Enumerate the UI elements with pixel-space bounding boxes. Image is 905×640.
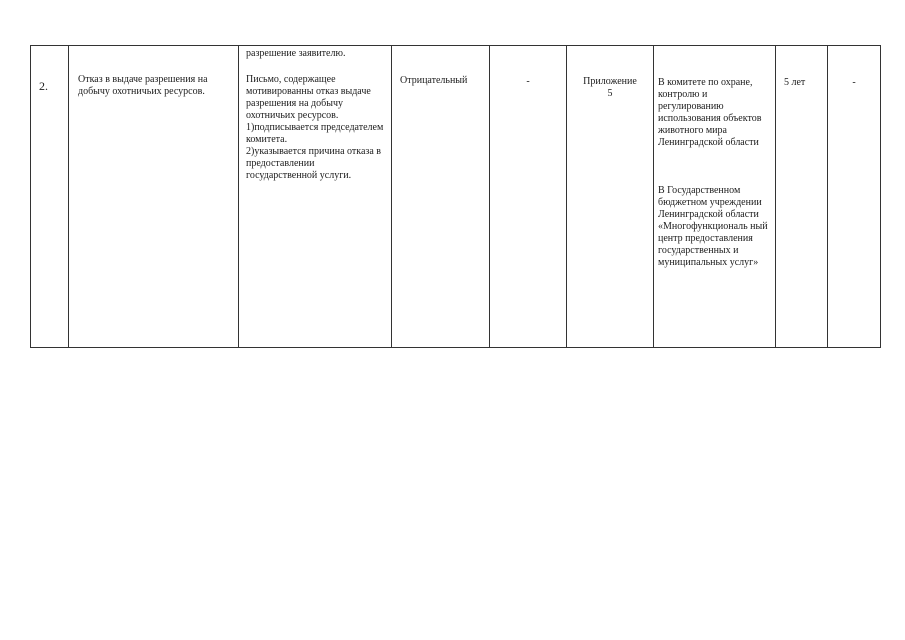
document-description-cell: Письмо, содержащее мотивированны отказ выдаче разрешения на добычу охотничьих ресурсов. 1)подписывается председателем комитета. 2)указывается причина отказа в предоставлении государственной услуги.	[246, 74, 384, 181]
column-divider	[566, 45, 567, 348]
table-right-border	[880, 45, 881, 348]
row-number: 2.	[39, 79, 48, 93]
column-divider	[489, 45, 490, 348]
storage-term-cell: 5 лет	[784, 77, 806, 88]
column-divider	[68, 45, 69, 348]
column-divider	[391, 45, 392, 348]
result-character-cell: Отрицательный	[400, 75, 468, 86]
table-top-border	[30, 45, 881, 46]
column-divider	[653, 45, 654, 348]
services-table	[30, 45, 881, 348]
table-bottom-border	[30, 347, 881, 348]
receipt-place-cell: В Государственном бюджетном учреждении Ленинградской области «Многофункциональ ный центр предоставления государственных и муниципальных услуг»	[658, 185, 768, 268]
column-divider	[827, 45, 828, 348]
refusal-type-cell: Отказ в выдаче разрешения на добычу охотничьих ресурсов.	[78, 74, 208, 97]
unclaimed-term-cell: -	[852, 77, 856, 88]
receipt-place-cell: В комитете по охране, контролю и регулированию использования объектов животного мира Ленинградской области	[658, 77, 762, 148]
form-cell: -	[526, 76, 530, 87]
column-divider	[238, 45, 239, 348]
carryover-text: разрешение заявителю.	[246, 48, 346, 59]
table-left-border	[30, 45, 31, 348]
column-divider	[775, 45, 776, 348]
sample-cell: Приложение 5	[583, 76, 637, 99]
